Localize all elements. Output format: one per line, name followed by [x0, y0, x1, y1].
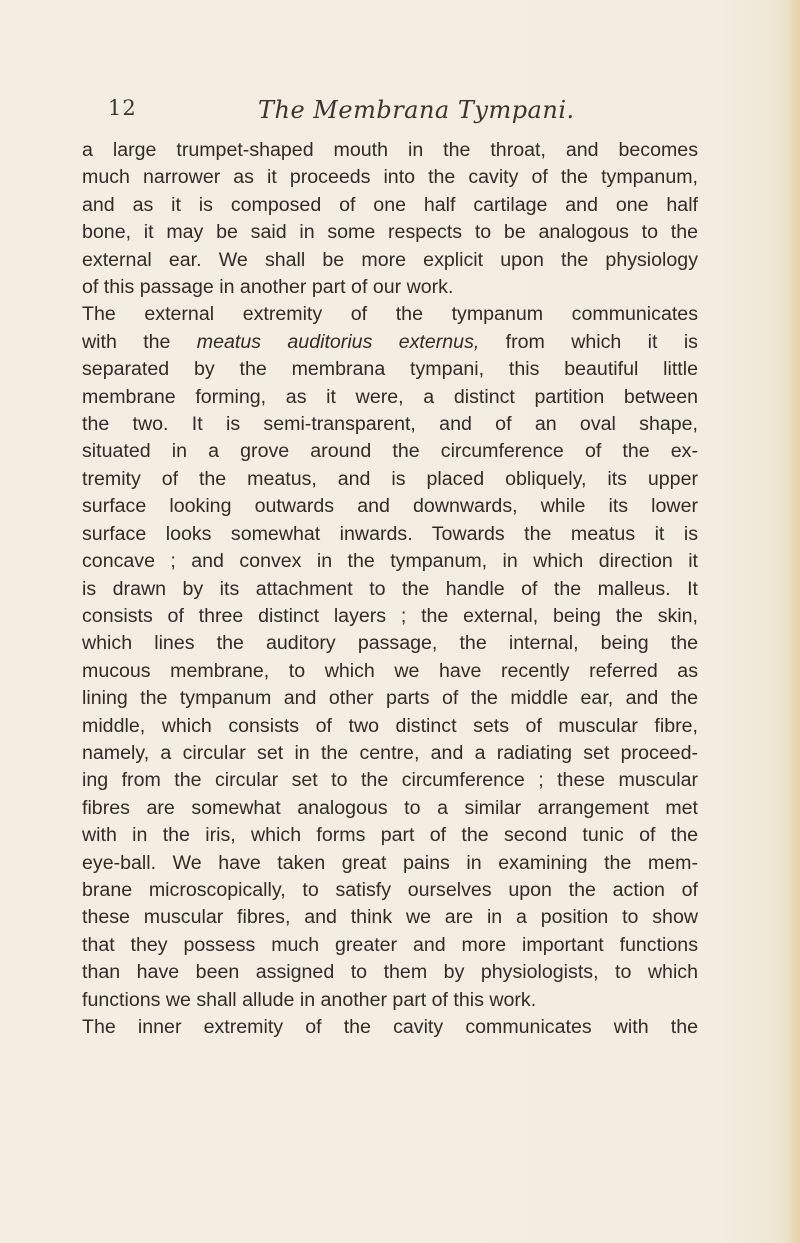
text-line: functions we shall allude in another part of this work.	[82, 988, 537, 1011]
text-line: surface looks somewhat inwards. Towards the meatus it is	[82, 522, 698, 545]
text-line: with in the iris, which forms part of the second tunic of the	[82, 824, 698, 847]
text-line: much narrower as it proceeds into the cavity of the tympanum,	[82, 166, 698, 189]
text-line: The inner extremity of the cavity communicates with the	[82, 1016, 698, 1038]
text-line: mucous membrane, to which we have recently referred as	[82, 659, 698, 682]
page-number: 12	[108, 96, 137, 120]
text-segment: with the	[82, 330, 197, 353]
text-line: ing from the circular set to the circumference ; these muscular	[82, 769, 698, 792]
text-segment: from which it is	[479, 330, 698, 353]
latin-term: meatus auditorius externus,	[196, 330, 480, 353]
text-line: that they possess much greater and more important functions	[82, 933, 698, 956]
body-text	[82, 137, 698, 1041]
text-line: and as it is composed of one half cartilage and one half	[82, 193, 698, 216]
text-line: eye-ball. We have taken great pains in examining the mem-	[82, 851, 698, 874]
text-line: external ear. We shall be more explicit upon the physiology	[82, 248, 698, 271]
text-line: membrane forming, as it were, a distinct partition between	[82, 385, 698, 408]
text-line: brane microscopically, to satisfy ourselves upon the action of	[82, 878, 698, 901]
text-line: the two. It is semi-transparent, and of an oval shape,	[82, 413, 698, 436]
text-line: The external extremity of the tympanum communicates	[82, 303, 698, 326]
text-line: tremity of the meatus, and is placed obliquely, its upper	[82, 467, 698, 490]
text-line: which lines the auditory passage, the internal, being the	[82, 632, 698, 655]
text-line: than have been assigned to them by physiologists, to which	[82, 961, 698, 984]
page-header	[0, 96, 800, 136]
text-line: fibres are somewhat analogous to a similar arrangement met	[82, 796, 698, 819]
page-edge	[786, 0, 800, 1243]
text-line: is drawn by its attachment to the handle of the malleus. It	[82, 577, 698, 600]
text-line: concave ; and convex in the tympanum, in which direction it	[82, 550, 698, 573]
text-line: these muscular fibres, and think we are in a position to show	[82, 906, 698, 929]
text-line: of this passage in another part of our work.	[82, 276, 454, 299]
text-line: separated by the membrana tympani, this beautiful little	[82, 358, 698, 381]
text-line: lining the tympanum and other parts of the middle ear, and the	[82, 687, 698, 710]
text-line: situated in a grove around the circumference of the ex-	[82, 440, 698, 463]
text-line: namely, a circular set in the centre, and a radiating set proceed-	[82, 741, 698, 764]
text-line: a large trumpet-shaped mouth in the throat, and becomes	[82, 139, 698, 161]
text-line: consists of three distinct layers ; the external, being the skin,	[82, 604, 698, 627]
text-line: middle, which consists of two distinct sets of muscular fibre,	[82, 714, 698, 737]
text-line: bone, it may be said in some respects to be analogous to the	[82, 221, 698, 244]
text-line: surface looking outwards and downwards, while its lower	[82, 495, 698, 518]
running-title: The Membrana Tympani.	[258, 96, 575, 124]
text-line-with-italic	[82, 329, 698, 356]
